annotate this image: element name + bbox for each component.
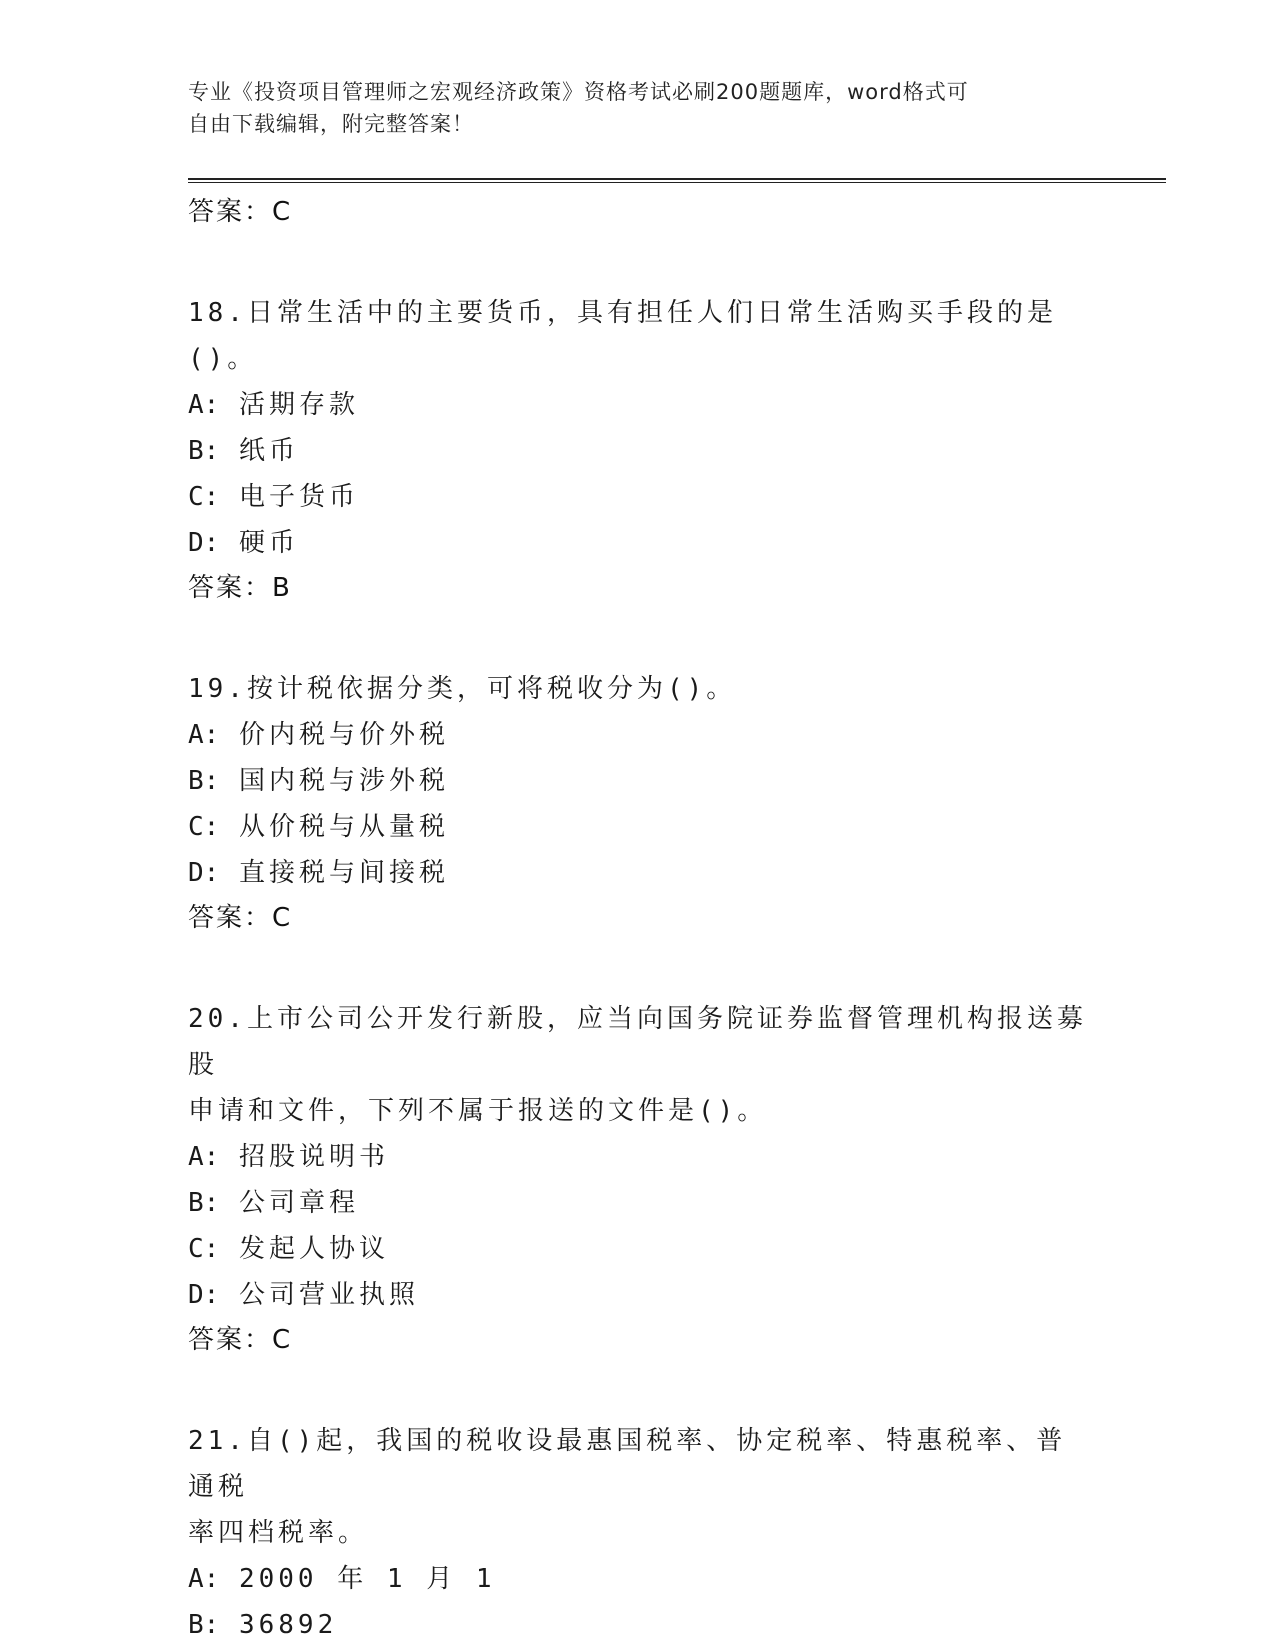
question-line-2: 申请和文件，下列不属于报送的文件是()。 <box>188 1096 768 1126</box>
option-text: 活期存款 <box>238 390 359 420</box>
answer-value: C <box>272 197 291 227</box>
option-c <box>188 1226 1088 1272</box>
option-b <box>188 428 1088 474</box>
question-line-2: 率四档税率。 <box>188 1518 369 1548</box>
question-text: 18.日常生活中的主要货币，具有担任人们日常生活购买手段的是()。 <box>188 298 1057 374</box>
answer-line <box>188 190 1088 234</box>
option-key: C: <box>188 812 220 842</box>
option-d <box>188 520 1088 566</box>
option-c <box>188 804 1088 850</box>
option-key: A: <box>188 720 220 750</box>
option-text: 价内税与价外税 <box>238 720 449 750</box>
answer-label: 答案： <box>188 1325 273 1355</box>
option-key: A: <box>188 1142 220 1172</box>
option-key: B: <box>188 436 220 466</box>
option-text: 纸币 <box>238 436 299 466</box>
option-a <box>188 712 1088 758</box>
option-text: 直接税与间接税 <box>238 858 449 888</box>
option-text: 36892 <box>238 1610 338 1640</box>
question-line-1: 21.自()起，我国的税收设最惠国税率、协定税率、特惠税率、普通税 <box>188 1426 1067 1502</box>
option-text: 公司章程 <box>238 1188 359 1218</box>
option-b <box>188 1602 1088 1648</box>
answer-label: 答案： <box>188 903 273 933</box>
option-a <box>188 1134 1088 1180</box>
option-key: D: <box>188 1280 220 1310</box>
answer-line <box>188 566 1088 610</box>
answer-value: C <box>272 903 291 933</box>
option-key: B: <box>188 1610 220 1640</box>
option-key: B: <box>188 766 220 796</box>
answer-value: B <box>272 573 290 603</box>
option-text: 招股说明书 <box>238 1142 389 1172</box>
option-text: 公司营业执照 <box>238 1280 419 1310</box>
option-a <box>188 382 1088 428</box>
question-list <box>188 190 1088 1648</box>
option-d <box>188 1272 1088 1318</box>
header-line-2: 自由下载编辑，附完整答案！ <box>188 112 474 136</box>
question-text <box>188 996 1088 1134</box>
answer-line <box>188 1318 1088 1362</box>
option-b <box>188 1180 1088 1226</box>
option-text: 硬币 <box>238 528 299 558</box>
option-key: D: <box>188 858 220 888</box>
option-text: 从价税与从量税 <box>238 812 449 842</box>
answer-value: C <box>272 1325 291 1355</box>
spacer <box>188 610 1088 666</box>
answer-line <box>188 896 1088 940</box>
option-b <box>188 758 1088 804</box>
answer-label: 答案： <box>188 573 273 603</box>
option-text: 2000 年 1 月 1 <box>238 1564 496 1594</box>
spacer <box>188 1362 1088 1418</box>
header-divider <box>188 178 1166 183</box>
option-key: B: <box>188 1188 220 1218</box>
spacer <box>188 940 1088 996</box>
option-key: A: <box>188 1564 220 1594</box>
option-key: C: <box>188 482 220 512</box>
option-key: C: <box>188 1234 220 1264</box>
option-d <box>188 850 1088 896</box>
option-a <box>188 1556 1088 1602</box>
option-text: 电子货币 <box>238 482 359 512</box>
answer-label: 答案： <box>188 197 273 227</box>
option-c <box>188 474 1088 520</box>
option-key: D: <box>188 528 220 558</box>
header-line-1: 专业《投资项目管理师之宏观经济政策》资格考试必刷200题题库，word格式可 <box>188 80 969 104</box>
option-text: 发起人协议 <box>238 1234 389 1264</box>
option-text: 国内税与涉外税 <box>238 766 449 796</box>
spacer <box>188 234 1088 290</box>
document-header <box>188 76 1088 140</box>
question-text <box>188 1418 1088 1556</box>
option-key: A: <box>188 390 220 420</box>
question-line-1: 20.上市公司公开发行新股，应当向国务院证券监督管理机构报送募股 <box>188 1004 1087 1080</box>
question-text: 19.按计税依据分类，可将税收分为()。 <box>188 674 737 704</box>
